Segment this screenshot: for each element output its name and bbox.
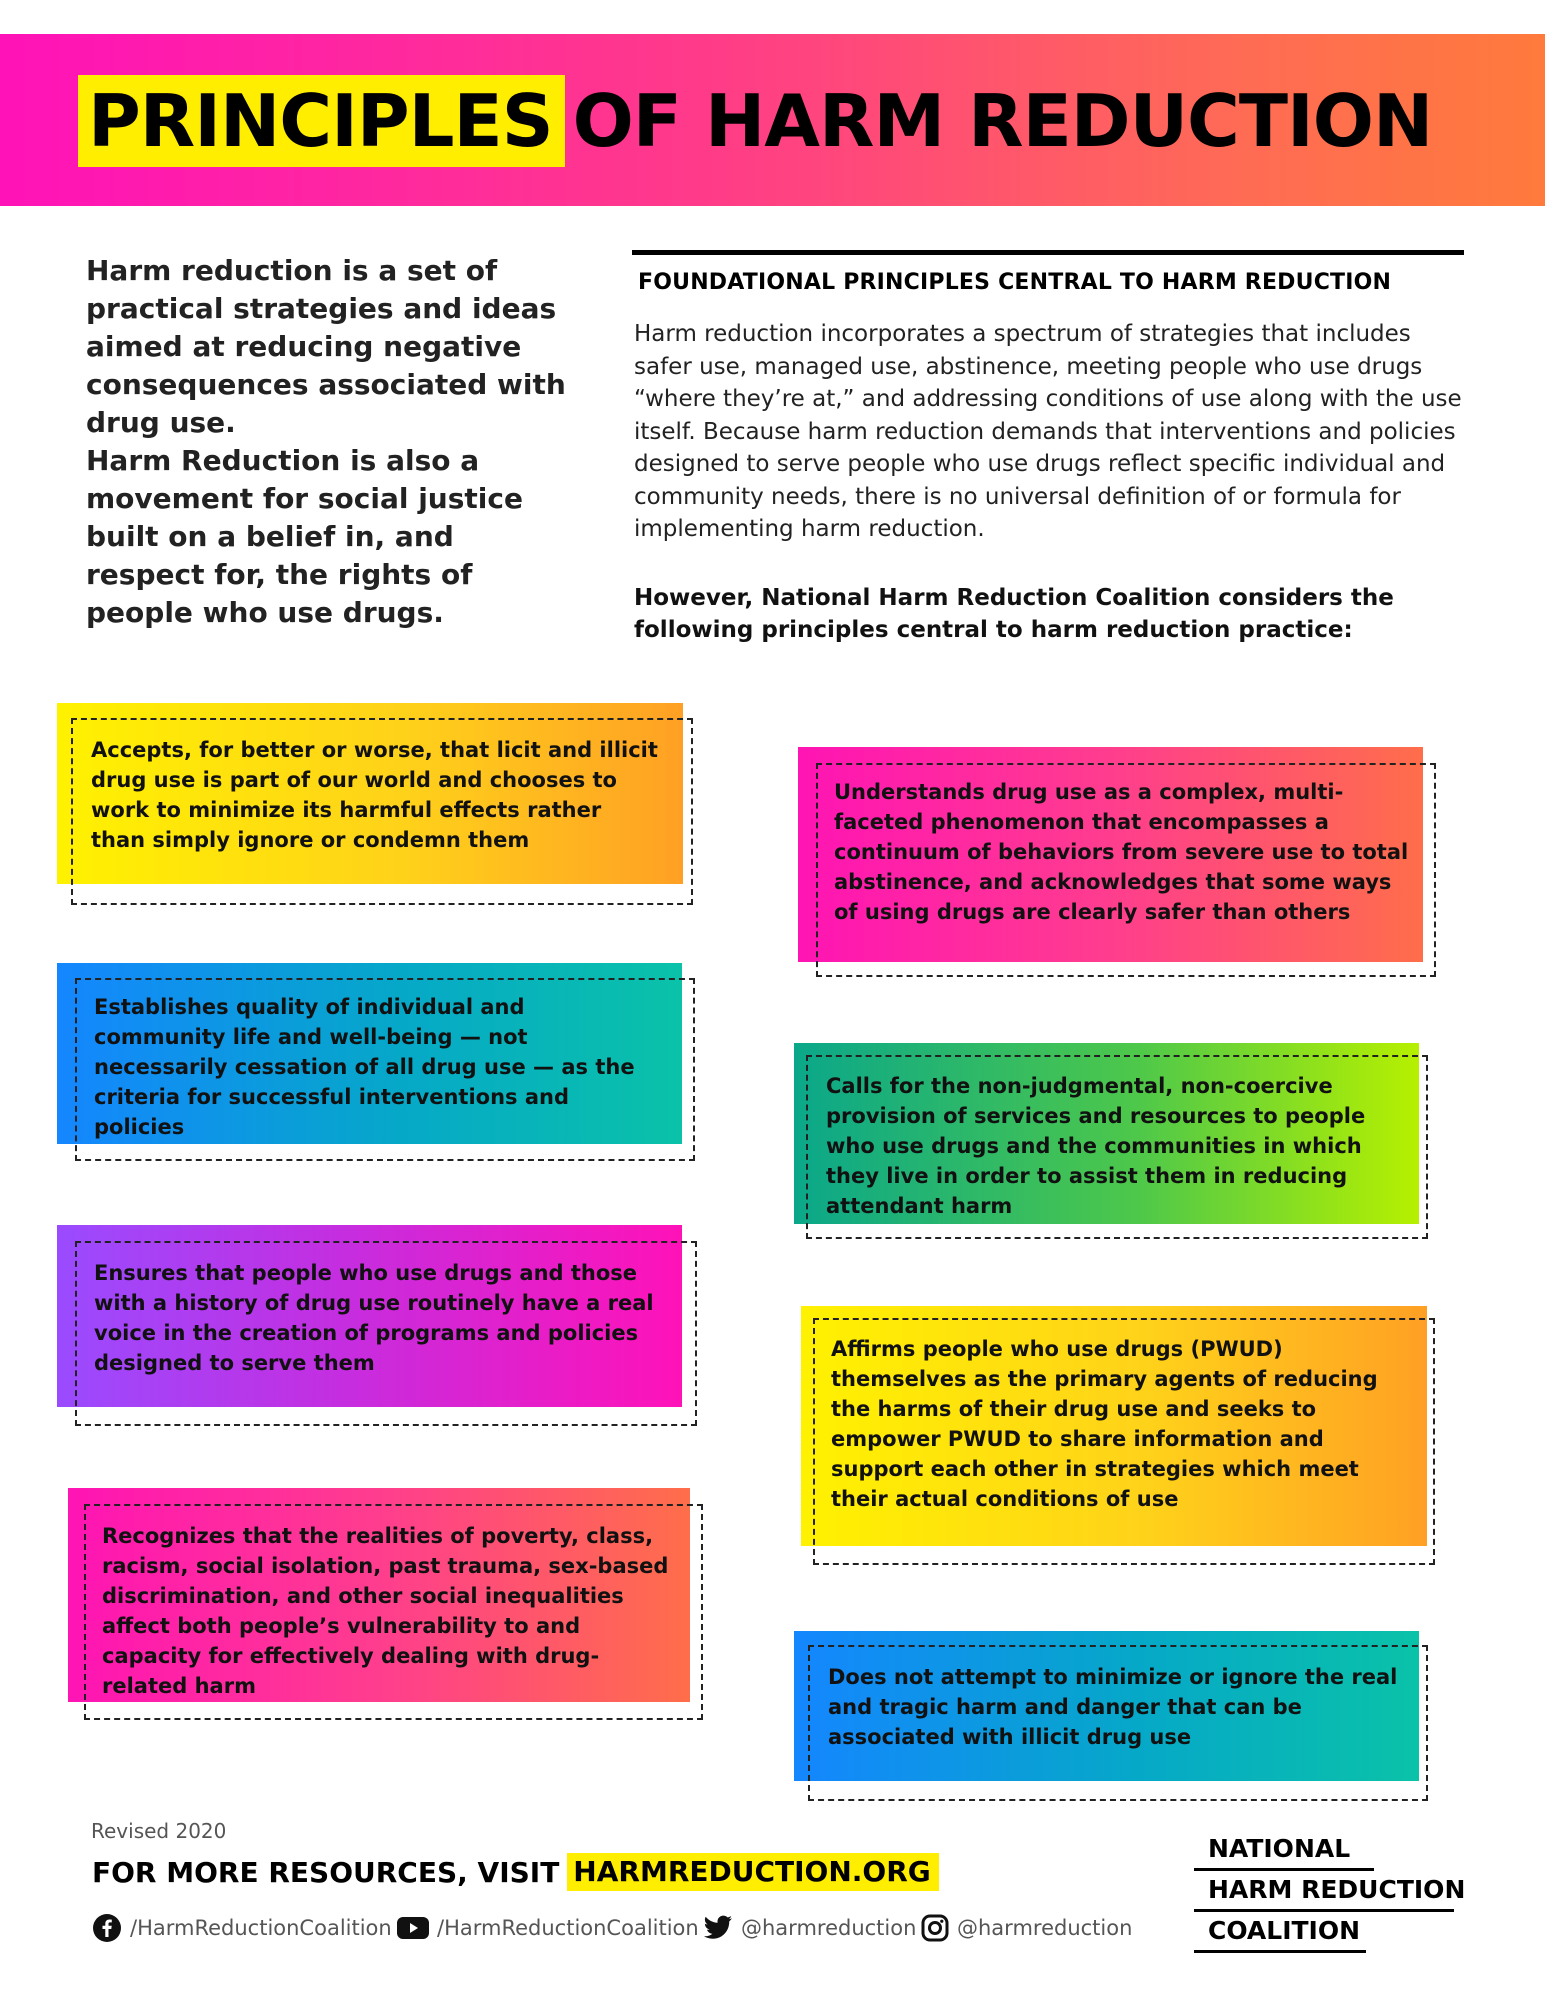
principle-card-5 xyxy=(57,1225,697,1426)
social-twitter-handle: @harmreduction xyxy=(741,1916,917,1940)
principle-card-2 xyxy=(798,747,1436,977)
section-divider xyxy=(632,250,1464,255)
intro-paragraph-2: Harm Reduction is also a movement for social justice built on a belief in, and respect for, the rights of people who use drugs. xyxy=(86,444,523,629)
social-youtube-handle: /HarmReductionCoalition xyxy=(437,1916,699,1940)
principle-card-8 xyxy=(794,1631,1428,1801)
principle-text-7: Recognizes that the realities of poverty, class, racism, social isolation, past trauma, sex-based discrimination, and other social inequalities affect both people’s vulnerability to and capacity for effectively dealing with drug-related harm xyxy=(102,1524,669,1698)
principle-text-3: Establishes quality of individual and community life and well-being — not necessarily cessation of all drug use — as the criteria for successful interventions and policies xyxy=(94,995,635,1139)
principle-card-6 xyxy=(801,1306,1435,1565)
principle-text-5: Ensures that people who use drugs and those with a history of drug use routinely have a real voice in the creation of programs and policies designed to serve them xyxy=(94,1261,654,1375)
twitter-icon xyxy=(703,1915,733,1941)
page-title xyxy=(78,59,1432,182)
principle-card-3 xyxy=(57,963,695,1161)
logo-line-1: NATIONAL xyxy=(1208,1834,1351,1863)
social-twitter[interactable] xyxy=(703,1912,916,1944)
principle-text-8: Does not attempt to minimize or ignore the real and tragic harm and danger that can be associated with illicit drug use xyxy=(828,1665,1398,1749)
social-instagram[interactable] xyxy=(921,1912,1132,1944)
logo-line-2: HARM REDUCTION xyxy=(1208,1875,1466,1904)
foundational-body xyxy=(634,318,1474,546)
principle-card-4 xyxy=(794,1043,1428,1239)
resources-prefix: FOR MORE RESOURCES, VISIT xyxy=(92,1855,560,1889)
nhrc-logo xyxy=(1194,1830,1466,1953)
resources-line xyxy=(92,1852,939,1892)
principle-text-2: Understands drug use as a complex, multi-faceted phenomenon that encompasses a continuum of behaviors from severe use to total abstinence, and acknowledges that some ways of using drugs are clearly safer than others xyxy=(834,780,1409,924)
social-facebook-handle: /HarmReductionCoalition xyxy=(130,1916,392,1940)
principle-text-1: Accepts, for better or worse, that licit and illicit drug use is part of our world and chooses to work to minimize its harmful effects rather than simply ignore or condemn them xyxy=(91,738,658,852)
revised-note: Revised 2020 xyxy=(91,1819,227,1843)
logo-line-3: COALITION xyxy=(1208,1916,1361,1945)
social-facebook[interactable] xyxy=(92,1912,392,1944)
social-youtube[interactable] xyxy=(397,1912,699,1944)
title-rest: OF HARM REDUCTION xyxy=(572,78,1433,163)
intro-paragraph-1: Harm reduction is a set of practical strategies and ideas aimed at reducing negative consequences associated with drug use. xyxy=(86,254,566,439)
title-highlight: PRINCIPLES xyxy=(78,75,565,167)
instagram-icon xyxy=(921,1914,949,1942)
principle-card-7 xyxy=(68,1488,703,1720)
principle-text-6: Affirms people who use drugs (PWUD) themselves as the primary agents of reducing the harms of their drug use and seeks to empower PWUD to share information and support each other in strategies which meet their actual conditions of use xyxy=(831,1337,1378,1511)
intro-text xyxy=(86,252,576,632)
foundational-title: FOUNDATIONAL PRINCIPLES CENTRAL TO HARM REDUCTION xyxy=(638,270,1392,295)
facebook-icon xyxy=(92,1913,122,1943)
resources-link[interactable]: HARMREDUCTION.ORG xyxy=(567,1853,938,1891)
foundational-body-text: Harm reduction incorporates a spectrum of strategies that includes safer use, managed use, abstinence, meeting people who use drugs “where they’re at,” and addressing conditions of use along with the use itself. Because harm reduction demands that interventions and policies designed to serve people who use drugs reflect specific individual and community needs, there is no universal definition of or formula for implementing harm reduction. xyxy=(634,321,1462,542)
social-instagram-handle: @harmreduction xyxy=(957,1916,1133,1940)
youtube-icon xyxy=(397,1916,429,1940)
foundational-bold-statement: However, National Harm Reduction Coalition considers the following principles central to harm reduction practice: xyxy=(634,585,1394,643)
logo-rule-3 xyxy=(1194,1950,1366,1953)
principle-text-4: Calls for the non-judgmental, non-coercive provision of services and resources to people who use drugs and the communities in which they live in order to assist them in reducing attendant harm xyxy=(826,1074,1366,1218)
principle-card-1 xyxy=(57,703,693,905)
